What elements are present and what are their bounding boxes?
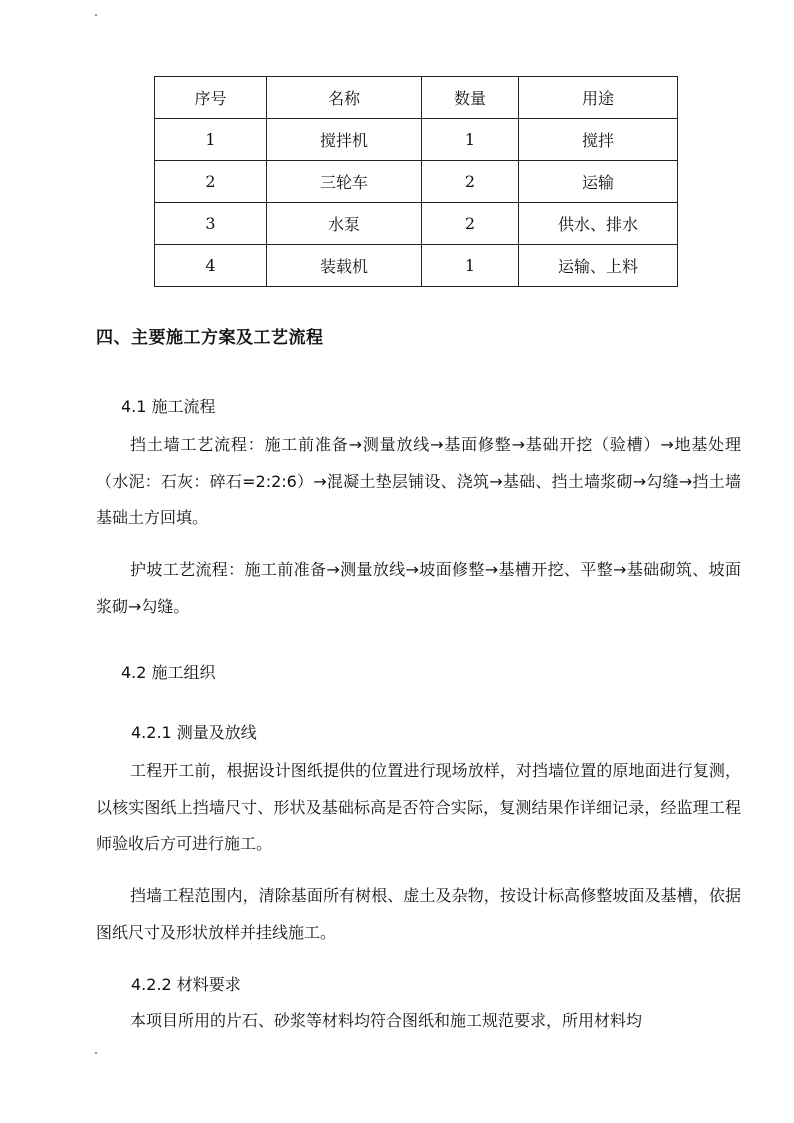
header-usage: 用途 [519, 77, 678, 119]
paragraph-site-clearing: 挡墙工程范围内，清除基面所有树根、虚土及杂物，按设计标高修整坡面及基槽，依据图纸尺寸及形状放样并挂线施工。 [96, 886, 741, 942]
paragraph-retaining-wall-flow: 挡土墙工艺流程：施工前准备→测量放线→基面修整→基础开挖（验槽）→地基处理（水泥：石灰：碎石=2:2:6）→混凝土垫层铺设、浇筑→基础、挡土墙浆砌→勾缝→挡土墙基础土方回填。 [96, 435, 741, 527]
cell-name: 水泵 [267, 203, 422, 245]
cell-index: 3 [155, 203, 267, 245]
cell-quantity: 2 [422, 203, 519, 245]
cell-index: 2 [155, 161, 267, 203]
corner-mark-bottom [95, 1052, 97, 1054]
cell-usage: 搅拌 [519, 119, 678, 161]
cell-name: 三轮车 [267, 161, 422, 203]
cell-quantity: 1 [422, 119, 519, 161]
cell-index: 4 [155, 245, 267, 287]
header-name: 名称 [267, 77, 422, 119]
table-row [155, 161, 678, 203]
paragraph-slope-protection-flow: 护坡工艺流程：施工前准备→测量放线→坡面修整→基槽开挖、平整→基础砌筑、坡面浆砌→勾缝。 [96, 560, 741, 616]
cell-usage: 供水、排水 [519, 203, 678, 245]
table-row [155, 203, 678, 245]
table-row [155, 245, 678, 287]
cell-usage: 运输 [519, 161, 678, 203]
cell-quantity: 1 [422, 245, 519, 287]
corner-mark-top [95, 14, 97, 16]
cell-usage: 运输、上料 [519, 245, 678, 287]
header-quantity: 数量 [422, 77, 519, 119]
cell-name: 搅拌机 [267, 119, 422, 161]
equipment-table [154, 76, 678, 287]
cell-index: 1 [155, 119, 267, 161]
section-heading: 四、主要施工方案及工艺流程 [96, 328, 324, 348]
paragraph-survey: 工程开工前，根据设计图纸提供的位置进行现场放样，对挡墙位置的原地面进行复测，以核实图纸上挡墙尺寸、形状及基础标高是否符合实际，复测结果作详细记录，经监理工程师验收后方可进行施工。 [96, 761, 741, 853]
table-row [155, 119, 678, 161]
subsection-title-4-2: 4.2 施工组织 [121, 663, 216, 682]
cell-quantity: 2 [422, 161, 519, 203]
subsection-title-4-2-2: 4.2.2 材料要求 [131, 975, 241, 994]
subsection-title-4-2-1: 4.2.1 测量及放线 [131, 723, 257, 742]
subsection-title-4-1: 4.1 施工流程 [121, 397, 216, 416]
cell-name: 装载机 [267, 245, 422, 287]
paragraph-material-requirements: 本项目所用的片石、砂浆等材料均符合图纸和施工规范要求，所用材料均 [130, 1011, 643, 1030]
table-header-row [155, 77, 678, 119]
header-index: 序号 [155, 77, 267, 119]
